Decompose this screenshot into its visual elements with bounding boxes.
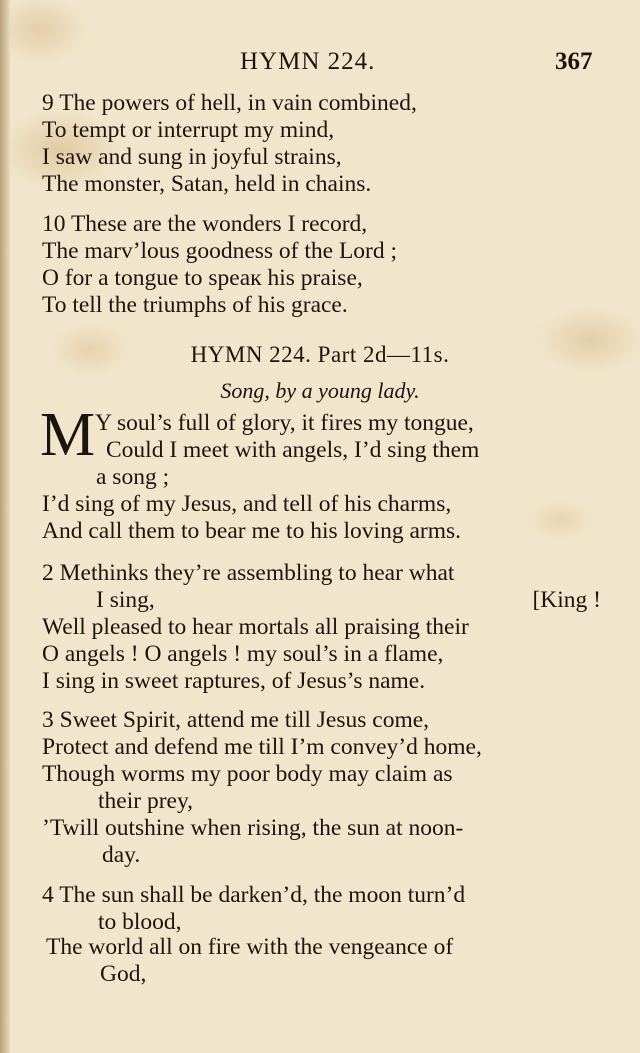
verse-line: O angels ! O angels ! my soul’s in a flame, — [42, 641, 444, 667]
verse-line: Protect and defend me till I’m convey’d home, — [42, 734, 482, 760]
verse-line: I saw and sung in joyful strains, — [42, 144, 342, 170]
running-title: HYMN 224. — [240, 48, 376, 75]
verse-line: ’Twill outshine when rising, the sun at noon- — [42, 815, 464, 841]
verse-line: And call them to bear me to his loving arms. — [42, 518, 461, 544]
hymn-heading: HYMN 224. Part 2d—11s. — [190, 342, 450, 367]
verse-line: 3 Sweet Spirit, attend me till Jesus come, — [42, 707, 430, 733]
verse-line: to blood, — [98, 909, 182, 935]
verse-line: Well pleased to hear mortals all praising their — [42, 614, 469, 640]
verse-line: The monster, Satan, held in chains. — [42, 171, 372, 197]
verse-line: 4 The sun shall be darken’d, the moon turn’d — [42, 882, 466, 908]
verse-line: God, — [100, 961, 147, 987]
verse-line-right: [King ! — [532, 587, 601, 613]
verse-line: 10 These are the wonders I record, — [42, 211, 368, 237]
verse-line: 2 Methinks they’re assembling to hear what — [42, 560, 455, 586]
verse-line: Could I meet with angels, I’d sing them — [106, 437, 480, 463]
hymn-subtitle: Song, by a young lady. — [220, 378, 420, 403]
verse-line: I’d sing of my Jesus, and tell of his charms, — [42, 491, 452, 517]
verse-line: To tempt or interrupt my mind, — [42, 117, 335, 143]
page-edge — [0, 0, 10, 1053]
verse-line: day. — [102, 842, 141, 868]
drop-cap: M — [40, 401, 96, 469]
verse-line — [96, 587, 601, 614]
verse-line: The world all on fire with the vengeance of — [46, 934, 454, 960]
verse-line: a song ; — [96, 464, 170, 490]
verse-line-left: I sing, — [96, 587, 155, 613]
page-number: 367 — [555, 48, 593, 75]
verse-line: O for a tongue to speaк his praise, — [42, 265, 363, 291]
verse-line: 9 The powers of hell, in vain combined, — [42, 90, 417, 116]
verse-line: their prey, — [98, 788, 194, 814]
verse-line: The marv’lous goodness of the Lord ; — [42, 238, 398, 264]
verse-line: Though worms my poor body may claim as — [42, 761, 453, 787]
verse-line: Y soul’s full of glory, it fires my tongue, — [95, 410, 474, 436]
verse-line: I sing in sweet raptures, of Jesus’s name. — [42, 668, 426, 694]
page-header — [0, 48, 640, 78]
verse-line: To tell the triumphs of his grace. — [42, 292, 348, 318]
